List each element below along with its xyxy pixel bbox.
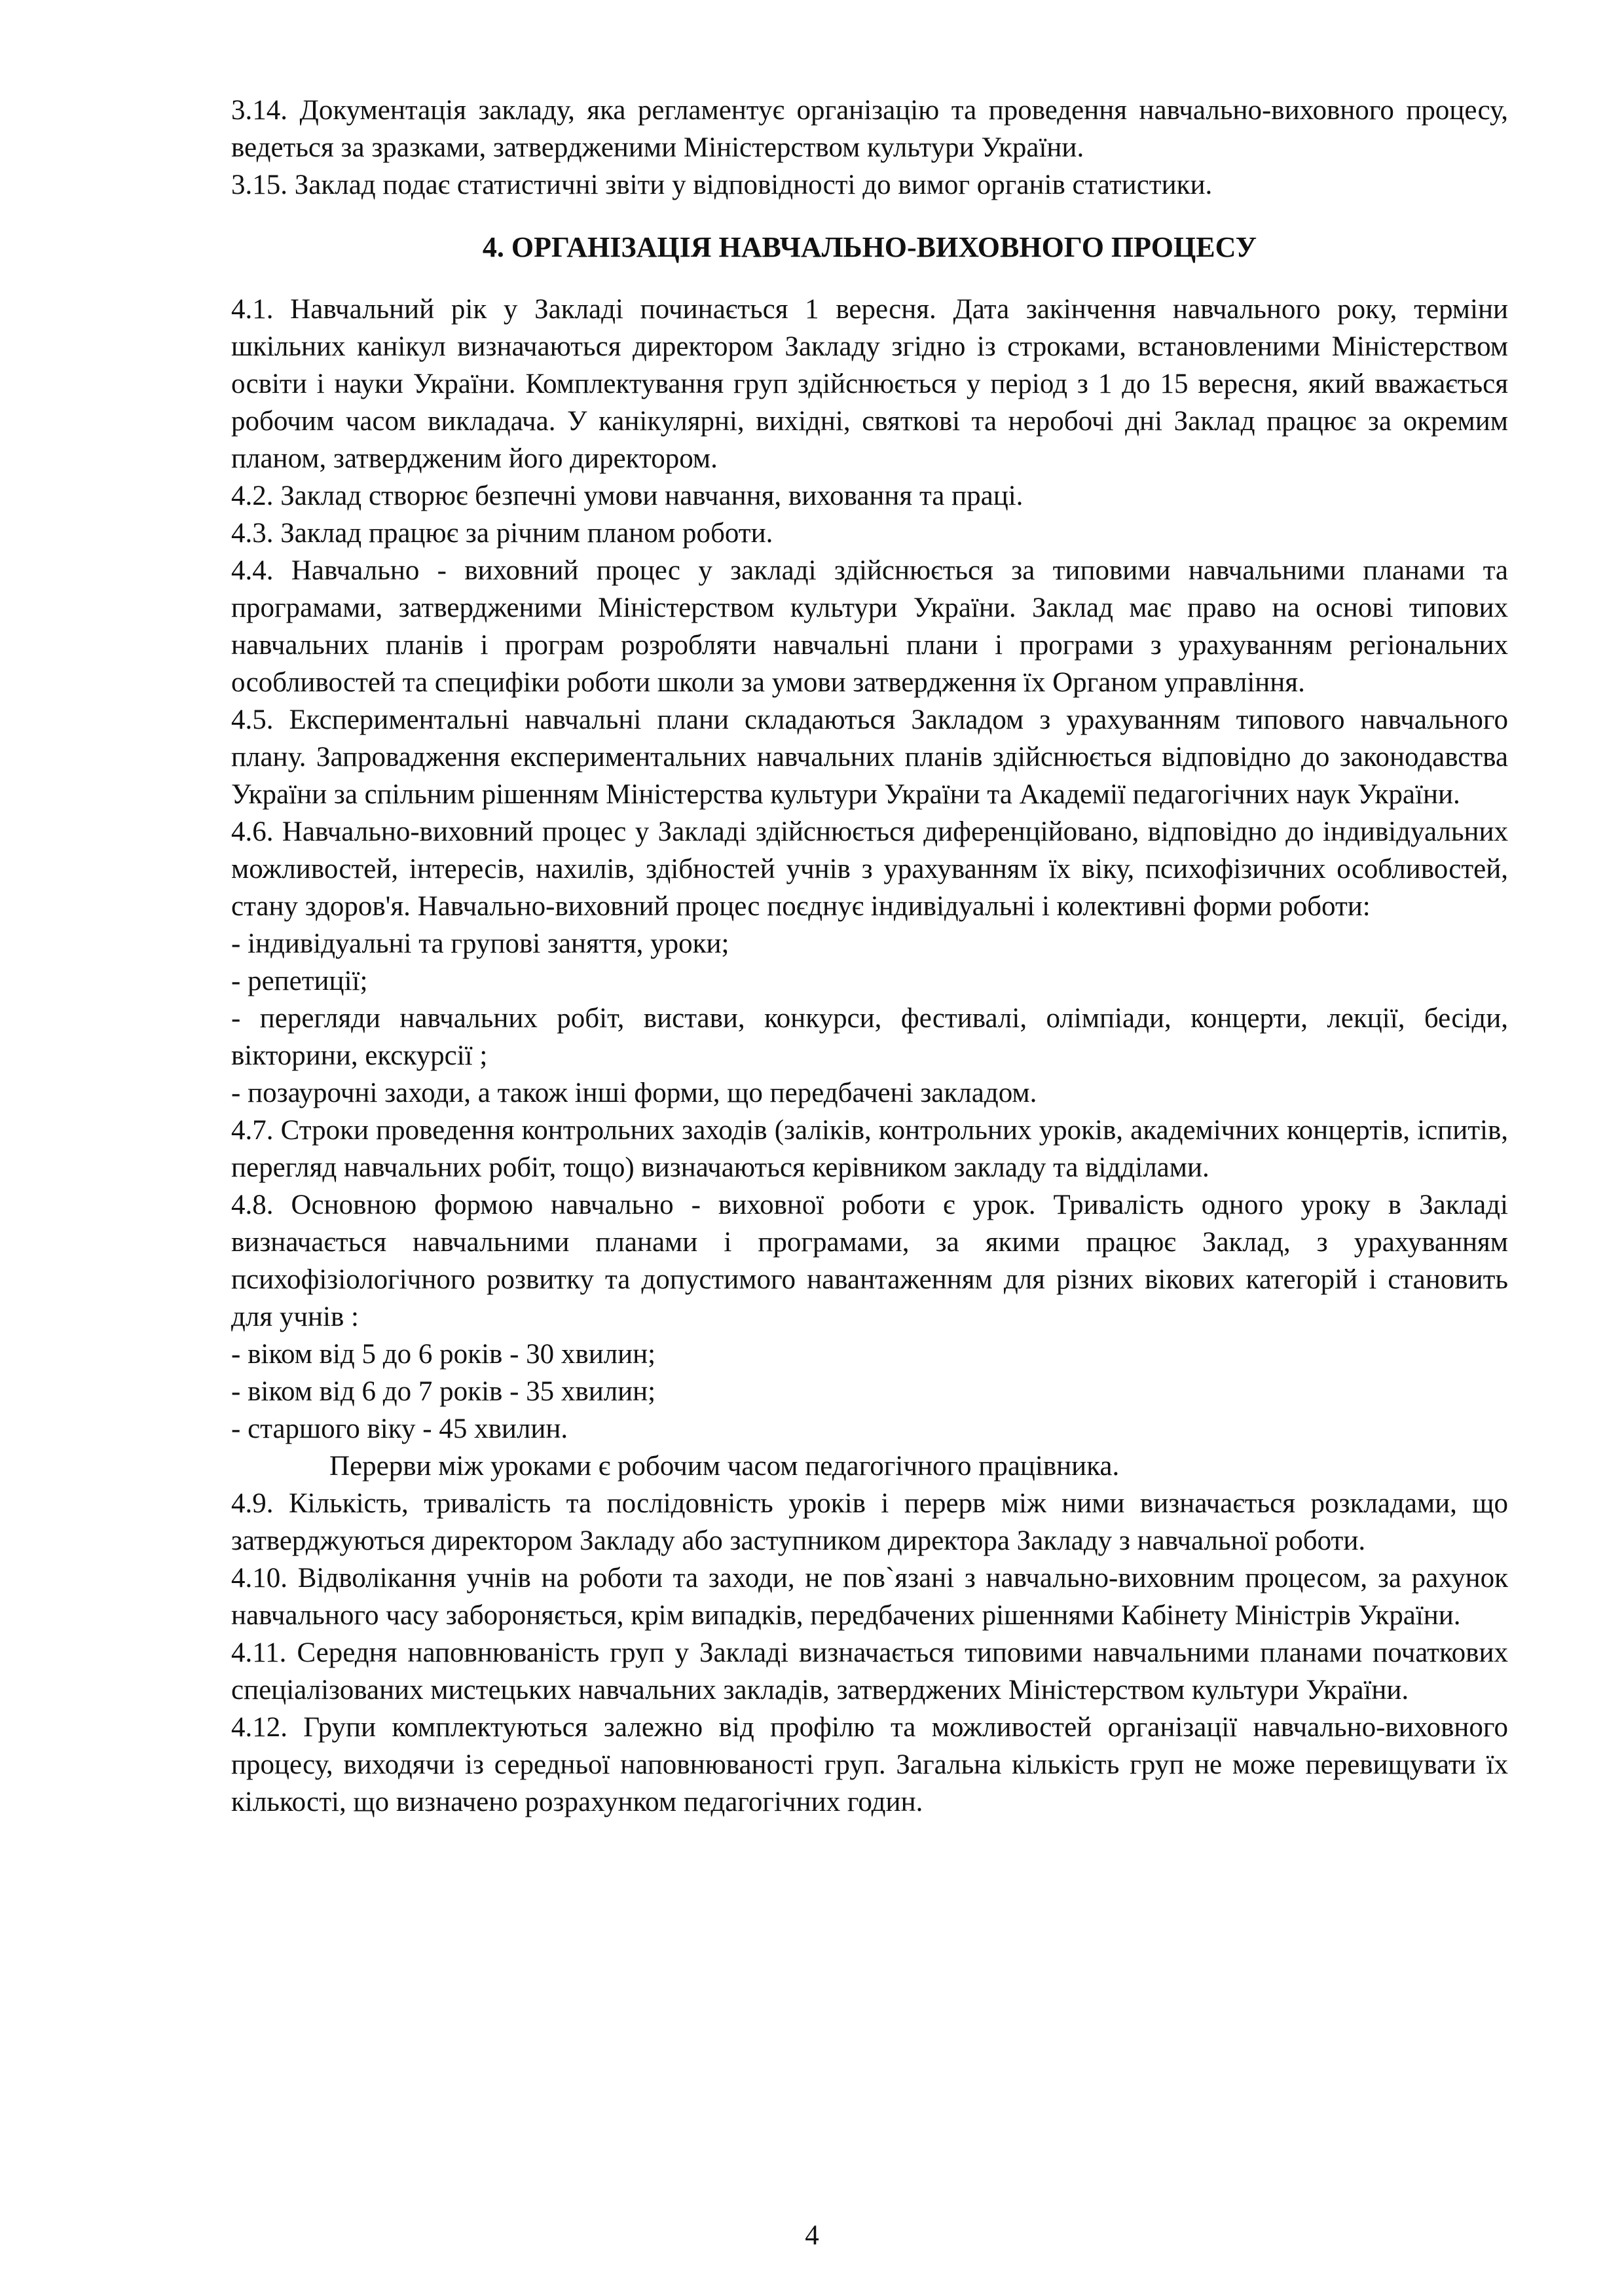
paragraph-4-8-note: Перерви між уроками є робочим часом педагогічного працівника. (329, 1451, 1120, 1482)
list-item: - репетиції; (231, 966, 368, 996)
paragraph-4-3: 4.3. Заклад працює за річним планом роботи. (231, 518, 773, 549)
paragraph-3-14: 3.14. Документація закладу, яка регламентує організацію та проведення навчально-виховного процесу, ведеться за зразками, затвердженими Міністерством культури України. (231, 95, 1508, 163)
paragraph-4-7: 4.7. Строки проведення контрольних заходів (заліків, контрольних уроків, академічних концертів, іспитів, перегляд навчальних робіт, тощо) визначаються керівником закладу та відділами. (231, 1115, 1508, 1183)
list-item: - перегляди навчальних робіт, вистави, конкурси, фестивалі, олімпіади, концерти, лекції, бесіди, вікторини, екскурсії ; (231, 1003, 1508, 1071)
paragraph-4-9: 4.9. Кількість, тривалість та послідовність уроків і перерв між ними визначається розкладами, що затверджуються директором Закладу або заступником директора Закладу з навчальної роботи. (231, 1488, 1508, 1556)
document-page (231, 92, 1508, 1821)
paragraph-4-2: 4.2. Заклад створює безпечні умови навчання, виховання та праці. (231, 481, 1024, 511)
list-item: - індивідуальні та групові заняття, уроки; (231, 928, 729, 959)
paragraph-4-8: 4.8. Основною формою навчально - виховної роботи є урок. Тривалість одного уроку в Закладі визначається навчальними планами і програмами, за якими працює Заклад, з урахуванням психофізіологічного розвитку та допустимого навантаженням для різних вікових категорій і становить для учнів : (231, 1190, 1508, 1332)
paragraph-4-11: 4.11. Середня наповнюваність груп у Закладі визначається типовими навчальними планами початкових спеціалізованих мистецьких навчальних закладів, затверджених Міністерством культури України. (231, 1637, 1508, 1705)
list-item: - старшого віку - 45 хвилин. (231, 1413, 568, 1444)
section-heading: 4. ОРГАНІЗАЦІЯ НАВЧАЛЬНО-ВИХОВНОГО ПРОЦЕСУ (482, 231, 1257, 263)
paragraph-4-6: 4.6. Навчально-виховний процес у Закладі здійснюється диференційовано, відповідно до індивідуальних можливостей, інтересів, нахилів, здібностей учнів з урахуванням їх віку, психофізичних особливостей, стану здоров'я. Навчально-виховний процес поєднує індивідуальні і колективні форми роботи: (231, 816, 1508, 922)
paragraph-3-15: 3.15. Заклад подає статистичні звіти у відповідності до вимог органів статистики. (231, 170, 1213, 200)
page-number: 4 (805, 2220, 819, 2251)
paragraph-4-12: 4.12. Групи комплектуються залежно від профілю та можливостей організації навчально-виховного процесу, виходячи із середньої наповнюваності груп. Загальна кількість груп не може перевищувати їх кількості, що визначено розрахунком педагогічних годин. (231, 1712, 1508, 1817)
paragraph-4-5: 4.5. Експериментальні навчальні плани складаються Закладом з урахуванням типового навчального плану. Запровадження експериментальних навчальних планів здійснюється відповідно до законодавства України за спільним рішенням Міністерства культури України та Академії педагогічних наук України. (231, 704, 1508, 810)
paragraph-4-4: 4.4. Навчально - виховний процес у закладі здійснюється за типовими навчальними планами та програмами, затвердженими Міністерством культури України. Заклад має право на основі типових навчальних планів і програм розробляти навчальні плани і програми з урахуванням регіональних особливостей та специфіки роботи школи за умови затвердження їх Органом управління. (231, 555, 1508, 698)
paragraph-4-1: 4.1. Навчальний рік у Закладі починається 1 вересня. Дата закінчення навчального року, терміни шкільних канікул визначаються директором Закладу згідно із строками, встановленими Міністерством освіти і науки України. Комплектування груп здійснюється у період з 1 до 15 вересня, який вважається робочим часом викладача. У канікулярні, вихідні, святкові та неробочі дні Заклад працює за окремим планом, затвердженим його директором. (231, 294, 1508, 474)
paragraph-4-10: 4.10. Відволікання учнів на роботи та заходи, не пов`язані з навчально-виховним процесом, за рахунок навчального часу забороняється, крім випадків, передбачених рішеннями Кабінету Міністрів України. (231, 1563, 1508, 1631)
list-item: - віком від 6 до 7 років - 35 хвилин; (231, 1376, 656, 1407)
list-item: - позаурочні заходи, а також інші форми, що передбачені закладом. (231, 1078, 1037, 1108)
list-item: - віком від 5 до 6 років - 30 хвилин; (231, 1339, 656, 1370)
